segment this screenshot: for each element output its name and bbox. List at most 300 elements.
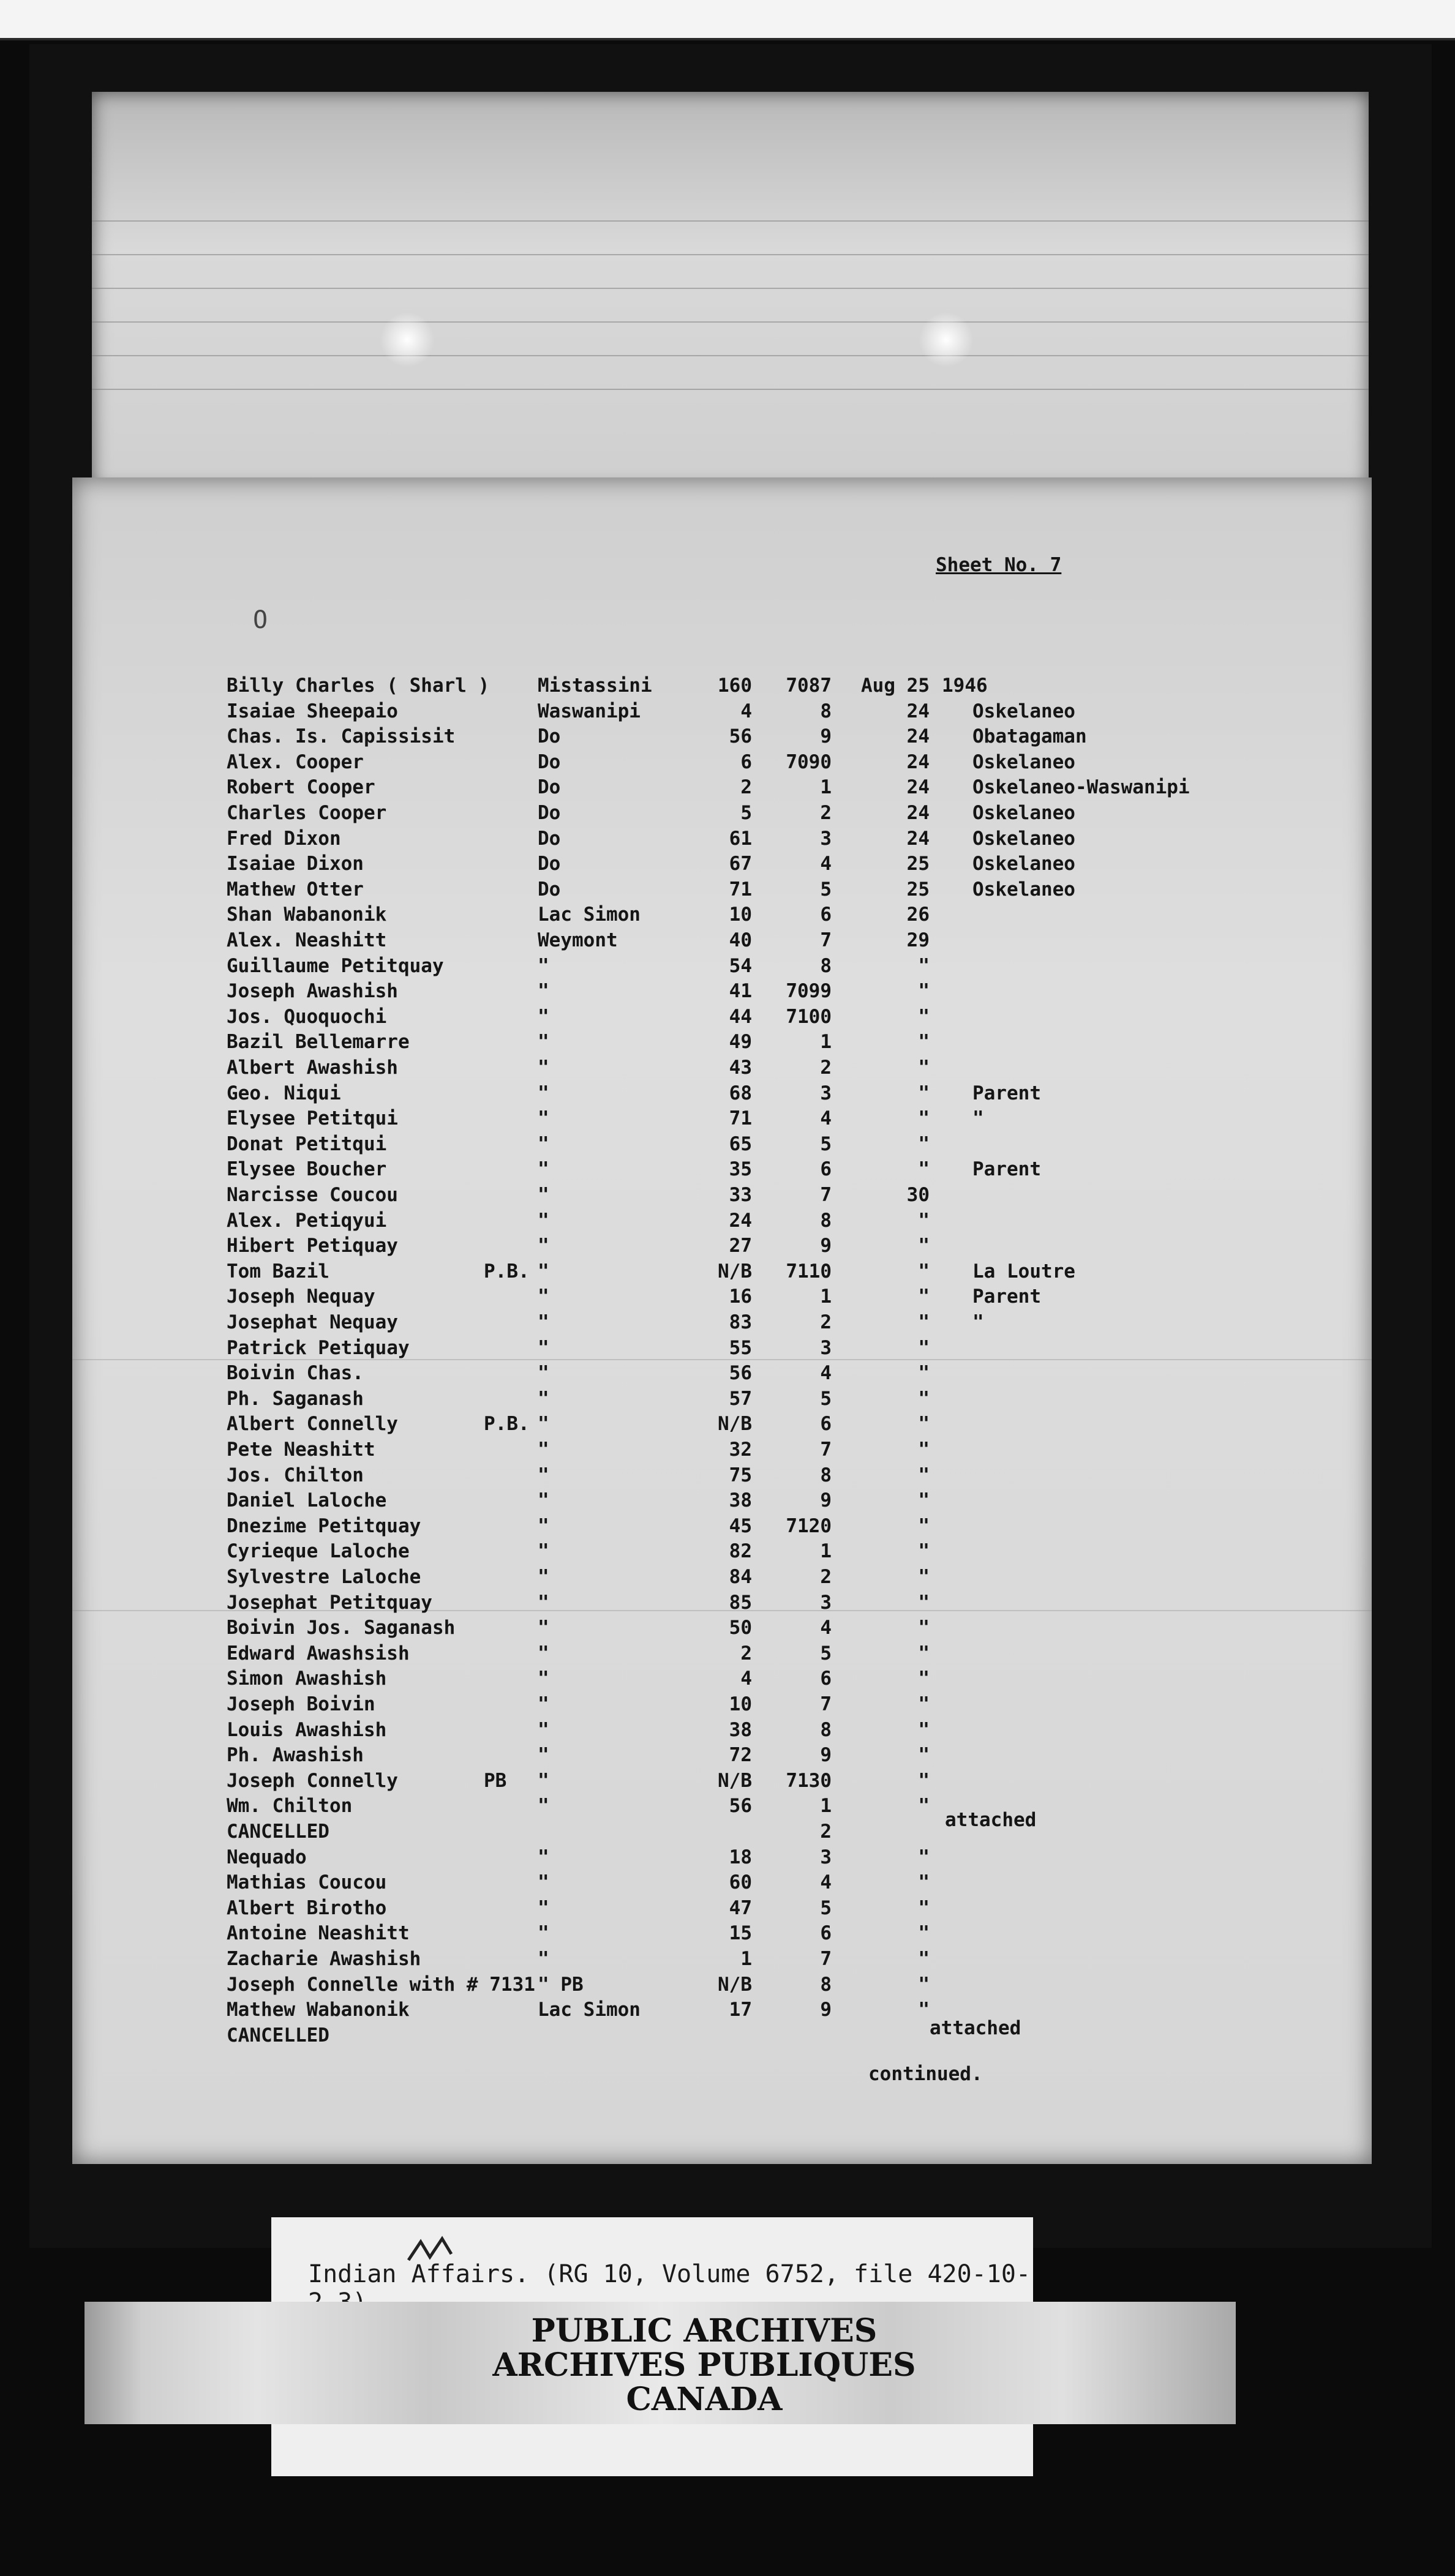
cell-num: 2 — [820, 1566, 832, 1588]
cell-no: 160 — [718, 675, 752, 697]
cell-name: Hibert Petiquay — [227, 1235, 398, 1257]
cell-no: 45 — [729, 1515, 752, 1537]
table-row — [72, 1463, 1372, 1488]
cell-band: Waswanipi — [538, 700, 641, 722]
cell-date: " — [918, 954, 930, 977]
cell-note: " — [972, 1311, 984, 1333]
archive-reference-label — [271, 2217, 1033, 2303]
cell-num: 3 — [820, 1846, 832, 1868]
cell-num: 8 — [820, 1464, 832, 1486]
cell-num: 4 — [820, 1617, 832, 1639]
stamp-line: ARCHIVES PUBLIQUES — [492, 2346, 916, 2384]
table-row — [72, 1616, 1372, 1641]
table-row — [72, 1845, 1372, 1870]
cell-no: 56 — [729, 725, 752, 748]
cell-band: Do — [538, 751, 561, 773]
cell-band: " — [538, 1439, 549, 1461]
table-row — [72, 1514, 1372, 1539]
cell-no: 71 — [729, 1107, 752, 1130]
cell-date: 24 — [906, 802, 930, 824]
cell-num: 8 — [820, 1973, 832, 1996]
cell-num: 8 — [820, 1209, 832, 1232]
table-row — [72, 1183, 1372, 1208]
cell-pb: P.B. — [484, 1413, 530, 1436]
ruled-line — [92, 254, 1369, 255]
table-row — [72, 852, 1372, 877]
cell-band: " — [538, 1896, 549, 1919]
cell-num: 1 — [820, 1795, 832, 1818]
cell-no: 71 — [729, 878, 752, 900]
cell-no: 60 — [729, 1871, 752, 1894]
table-row — [72, 1743, 1372, 1768]
table-row — [72, 1208, 1372, 1234]
ruled-line — [92, 355, 1369, 356]
margin-mark: O — [253, 606, 268, 634]
table-row — [72, 1005, 1372, 1030]
cell-num: 7099 — [786, 980, 832, 1003]
cell-name: Jos. Chilton — [227, 1464, 364, 1486]
cell-band: " — [538, 1260, 549, 1282]
archive-reference: Indian Affairs. (RG 10, Volume 6752, file 420-10- — [308, 2260, 1031, 2288]
cell-name: Mathew Wabanonik — [227, 1999, 410, 2021]
table-row — [72, 724, 1372, 749]
cell-band: " — [538, 1540, 549, 1563]
cell-num: 5 — [820, 878, 832, 900]
cell-no: 24 — [729, 1209, 752, 1232]
cell-name: Nequado — [227, 1846, 307, 1868]
cell-num: 2 — [820, 802, 832, 824]
table-row — [72, 1361, 1372, 1386]
cell-date: " — [918, 1846, 930, 1868]
cell-date: " — [918, 1693, 930, 1715]
archives-stamp — [392, 2314, 1017, 2417]
cell-no: N/B — [718, 1769, 752, 1792]
cell-date: " — [918, 1617, 930, 1639]
cell-no: 10 — [729, 904, 752, 926]
cell-name: Edward Awashsish — [227, 1642, 410, 1664]
table-row — [72, 1106, 1372, 1131]
table-row — [72, 1819, 1372, 1844]
cell-no: 47 — [729, 1896, 752, 1919]
cell-band: Do — [538, 827, 561, 850]
cell-note: Oskelaneo — [972, 878, 1075, 900]
cell-name: CANCELLED — [227, 2024, 329, 2046]
ruled-line — [92, 288, 1369, 289]
cell-date: " — [918, 1413, 930, 1436]
cell-pb: P.B. — [484, 1260, 530, 1282]
cell-band: " — [538, 1311, 549, 1333]
cell-date: " — [918, 1031, 930, 1054]
cell-no: 68 — [729, 1082, 752, 1104]
cell-no: 33 — [729, 1184, 752, 1206]
table-row — [72, 1718, 1372, 1743]
table-row — [72, 1284, 1372, 1309]
cell-name: Ph. Awashish — [227, 1744, 364, 1767]
cell-date: " — [918, 1999, 930, 2021]
cell-note: Parent — [972, 1286, 1041, 1308]
stamp-line: PUBLIC ARCHIVES — [531, 2312, 878, 2349]
cell-no: 15 — [729, 1922, 752, 1945]
cell-band: " — [538, 980, 549, 1003]
cell-band: " — [538, 1209, 549, 1232]
cell-num: 6 — [820, 1922, 832, 1945]
cell-band: Do — [538, 776, 561, 799]
cell-band: " — [538, 1871, 549, 1894]
cell-note: Oskelaneo — [972, 700, 1075, 722]
stamp-line: CANADA — [626, 2381, 783, 2418]
table-row — [72, 2023, 1372, 2048]
cell-date: " — [918, 1439, 930, 1461]
cell-num: 7090 — [786, 751, 832, 773]
cell-name: Joseph Awashish — [227, 980, 398, 1003]
attached-note: attached — [945, 1809, 1037, 1831]
cell-no: 27 — [729, 1235, 752, 1257]
cell-date: 25 — [906, 878, 930, 900]
cell-num: 4 — [820, 1871, 832, 1894]
cell-name: Elysee Boucher — [227, 1158, 387, 1181]
cell-name: Antoine Neashitt — [227, 1922, 410, 1945]
attached-note: attached — [930, 2017, 1021, 2039]
ruled-line — [92, 321, 1369, 323]
cell-date: " — [918, 1896, 930, 1919]
table-row — [72, 1769, 1372, 1794]
cell-date: " — [918, 1795, 930, 1818]
cell-num: 3 — [820, 827, 832, 850]
cell-date: " — [918, 1948, 930, 1970]
cell-no: 82 — [729, 1540, 752, 1563]
cell-name: Isaiae Sheepaio — [227, 700, 398, 722]
cell-band: Lac Simon — [538, 904, 641, 926]
cell-date: " — [918, 1082, 930, 1104]
cell-no: 38 — [729, 1718, 752, 1741]
cell-date: " — [918, 1591, 930, 1614]
cell-no: 2 — [740, 1642, 752, 1664]
cell-num: 7 — [820, 929, 832, 951]
cell-date: 30 — [906, 1184, 930, 1206]
cell-no: 38 — [729, 1489, 752, 1512]
cell-no: 4 — [740, 1668, 752, 1690]
cell-name: Joseph Connelly — [227, 1769, 398, 1792]
cell-num: 7 — [820, 1948, 832, 1970]
cell-no: 17 — [729, 1999, 752, 2021]
cell-num: 9 — [820, 1999, 832, 2021]
cell-band: " — [538, 1846, 549, 1868]
table-row — [72, 699, 1372, 724]
cell-no: 50 — [729, 1617, 752, 1639]
cell-note: " — [972, 1107, 984, 1130]
cell-band: " — [538, 1031, 549, 1054]
cell-name: Boivin Jos. Saganash — [227, 1617, 456, 1639]
cell-name: Narcisse Coucou — [227, 1184, 398, 1206]
cell-band: " — [538, 1286, 549, 1308]
cell-band: " — [538, 1948, 549, 1970]
cell-name: Mathew Otter — [227, 878, 364, 900]
cell-num: 9 — [820, 1744, 832, 1767]
cell-band: " — [538, 1668, 549, 1690]
cell-date: " — [918, 1286, 930, 1308]
cell-num: 3 — [820, 1591, 832, 1614]
cell-name: Mathias Coucou — [227, 1871, 387, 1894]
cell-num: 7130 — [786, 1769, 832, 1792]
cell-num: 7 — [820, 1184, 832, 1206]
cell-num: 5 — [820, 1896, 832, 1919]
ruled-line — [92, 389, 1369, 390]
cell-band: " PB — [538, 1973, 584, 1996]
cell-date: " — [918, 1336, 930, 1359]
cell-note: Obatagaman — [972, 725, 1087, 748]
cell-no: 72 — [729, 1744, 752, 1767]
cell-note: Parent — [972, 1082, 1041, 1104]
cell-name: Wm. Chilton — [227, 1795, 353, 1818]
cell-name: Charles Cooper — [227, 802, 387, 824]
cell-no: 49 — [729, 1031, 752, 1054]
cell-name: Albert Awashish — [227, 1057, 398, 1079]
cell-note: Oskelaneo — [972, 827, 1075, 850]
cell-no: 75 — [729, 1464, 752, 1486]
cell-band: " — [538, 1158, 549, 1181]
cell-num: 7087 — [786, 675, 832, 697]
cell-band: " — [538, 1795, 549, 1818]
cell-name: Zacharie Awashish — [227, 1948, 421, 1970]
cell-no: 57 — [729, 1387, 752, 1410]
cell-no: 35 — [729, 1158, 752, 1181]
cell-no: 2 — [740, 776, 752, 799]
table-row — [72, 1870, 1372, 1895]
cell-date: " — [918, 1973, 930, 1996]
table-row — [72, 979, 1372, 1004]
cell-name: Sylvestre Laloche — [227, 1566, 421, 1588]
cell-date: " — [918, 1209, 930, 1232]
cell-date: 29 — [906, 929, 930, 951]
cell-name: Alex. Petiqyui — [227, 1209, 387, 1232]
cell-band: " — [538, 1515, 549, 1537]
table-row — [72, 1412, 1372, 1437]
cell-date: 24 — [906, 827, 930, 850]
cell-band: " — [538, 1693, 549, 1715]
cell-no: 61 — [729, 827, 752, 850]
cell-band: " — [538, 1057, 549, 1079]
table-row — [72, 673, 1372, 698]
table-row — [72, 1921, 1372, 1946]
cell-no: N/B — [718, 1260, 752, 1282]
cell-date: " — [918, 1057, 930, 1079]
cell-note: Oskelaneo — [972, 802, 1075, 824]
table-row — [72, 1157, 1372, 1182]
cell-date: Aug 25 — [861, 675, 930, 697]
cell-date: " — [918, 980, 930, 1003]
cell-no: 10 — [729, 1693, 752, 1715]
table-row — [72, 1259, 1372, 1284]
cell-num: 8 — [820, 1718, 832, 1741]
cell-band: " — [538, 1082, 549, 1104]
ruled-line — [92, 220, 1369, 222]
table-row — [72, 1234, 1372, 1259]
cell-num: 6 — [820, 1158, 832, 1181]
cell-date: " — [918, 1718, 930, 1741]
cell-name: Albert Birotho — [227, 1896, 387, 1919]
cell-num: 7 — [820, 1693, 832, 1715]
cell-no: 40 — [729, 929, 752, 951]
cell-num: 6 — [820, 1668, 832, 1690]
cell-band: Do — [538, 802, 561, 824]
cell-num: 5 — [820, 1133, 832, 1155]
cell-note: Parent — [972, 1158, 1041, 1181]
table-row — [72, 1132, 1372, 1157]
cell-no: 55 — [729, 1336, 752, 1359]
cell-num: 6 — [820, 904, 832, 926]
cell-no: 5 — [740, 802, 752, 824]
cell-date: " — [918, 1668, 930, 1690]
cell-date: " — [918, 1260, 930, 1282]
cell-band: Do — [538, 853, 561, 875]
cell-num: 1 — [820, 776, 832, 799]
cell-name: Josephat Petitquay — [227, 1591, 432, 1614]
cell-no: 67 — [729, 853, 752, 875]
cell-num: 9 — [820, 725, 832, 748]
cell-name: Joseph Boivin — [227, 1693, 375, 1715]
cell-num: 1 — [820, 1286, 832, 1308]
cell-no: 6 — [740, 751, 752, 773]
cell-name: Alex. Cooper — [227, 751, 364, 773]
cell-num: 9 — [820, 1235, 832, 1257]
table-row — [72, 1666, 1372, 1691]
table-row — [72, 1310, 1372, 1335]
cell-num: 6 — [820, 1413, 832, 1436]
table-row — [72, 877, 1372, 902]
top-border-strip — [0, 0, 1455, 40]
table-row — [72, 1972, 1372, 1998]
cell-name: Pete Neashitt — [227, 1439, 375, 1461]
cell-date: " — [918, 1489, 930, 1512]
cell-name: Boivin Chas. — [227, 1362, 364, 1385]
cell-num: 4 — [820, 853, 832, 875]
light-glare — [380, 312, 435, 367]
cell-band: " — [538, 1591, 549, 1614]
cell-pb: PB — [484, 1769, 507, 1792]
cell-name: Patrick Petiquay — [227, 1336, 410, 1359]
cell-date: " — [918, 1107, 930, 1130]
cell-name: Alex. Neashitt — [227, 929, 387, 951]
cell-band: " — [538, 1769, 549, 1792]
cell-name: Shan Wabanonik — [227, 904, 387, 926]
cell-date: 24 — [906, 751, 930, 773]
table-row — [72, 1539, 1372, 1564]
cell-num: 2 — [820, 1057, 832, 1079]
cell-band: " — [538, 1133, 549, 1155]
cell-band: " — [538, 1922, 549, 1945]
cell-name: Fred Dixon — [227, 827, 341, 850]
table-row — [72, 928, 1372, 953]
cell-num: 4 — [820, 1107, 832, 1130]
typed-sheet — [72, 477, 1372, 2164]
cell-note: Oskelaneo-Waswanipi — [972, 776, 1190, 799]
cell-name: Daniel Laloche — [227, 1489, 387, 1512]
cell-num: 8 — [820, 954, 832, 977]
cell-no: 84 — [729, 1566, 752, 1588]
underlying-page — [92, 92, 1369, 490]
cell-num: 3 — [820, 1082, 832, 1104]
table-row — [72, 1081, 1372, 1106]
cell-band: " — [538, 1566, 549, 1588]
cell-date: 25 — [906, 853, 930, 875]
cell-date: 24 — [906, 725, 930, 748]
cell-date: " — [918, 1005, 930, 1028]
cell-num: 1 — [820, 1031, 832, 1054]
cell-year: 1946 — [942, 675, 988, 697]
light-glare — [919, 312, 974, 367]
cell-name: Guillaume Petitquay — [227, 954, 444, 977]
table-row — [72, 1488, 1372, 1513]
table-row — [72, 750, 1372, 775]
cell-name: Ph. Saganash — [227, 1387, 364, 1410]
cell-band: " — [538, 1107, 549, 1130]
cell-name: Tom Bazil — [227, 1260, 329, 1282]
cell-band: " — [538, 1489, 549, 1512]
cell-band: " — [538, 1235, 549, 1257]
table-row — [72, 1641, 1372, 1666]
cell-name: Robert Cooper — [227, 776, 375, 799]
cell-no: 83 — [729, 1311, 752, 1333]
cell-num: 7110 — [786, 1260, 832, 1282]
table-row — [72, 801, 1372, 826]
cell-name: Albert Connelly — [227, 1413, 398, 1436]
cell-band: Lac Simon — [538, 1999, 641, 2021]
table-row — [72, 775, 1372, 800]
cell-num: 2 — [820, 1311, 832, 1333]
cell-date: " — [918, 1464, 930, 1486]
cell-date: " — [918, 1871, 930, 1894]
cell-date: " — [918, 1769, 930, 1792]
cell-name: Joseph Connelle with # 7131 — [227, 1973, 535, 1996]
cell-num: 7 — [820, 1439, 832, 1461]
table-row — [72, 826, 1372, 852]
cell-band: " — [538, 1387, 549, 1410]
cell-band: " — [538, 1413, 549, 1436]
cell-band: " — [538, 1718, 549, 1741]
continued-note: continued. — [868, 2063, 983, 2085]
handwritten-mark-icon — [405, 2236, 454, 2266]
cell-date: " — [918, 1515, 930, 1537]
table-row — [72, 902, 1372, 927]
sheet-number: Sheet No. 7 — [936, 554, 1062, 576]
cell-date: " — [918, 1158, 930, 1181]
cell-no: 18 — [729, 1846, 752, 1868]
cell-date: " — [918, 1744, 930, 1767]
table-row — [72, 1336, 1372, 1361]
cell-band: Do — [538, 725, 561, 748]
cell-name: Isaiae Dixon — [227, 853, 364, 875]
cell-date: 24 — [906, 700, 930, 722]
cell-name: Cyrieque Laloche — [227, 1540, 410, 1563]
cell-date: 26 — [906, 904, 930, 926]
cell-no: 32 — [729, 1439, 752, 1461]
cell-date: " — [918, 1922, 930, 1945]
cell-no: 1 — [740, 1948, 752, 1970]
cell-band: " — [538, 1617, 549, 1639]
cell-band: Mistassini — [538, 675, 652, 697]
cell-num: 3 — [820, 1336, 832, 1359]
cell-date: " — [918, 1387, 930, 1410]
cell-name: Billy Charles ( Sharl ) — [227, 675, 490, 697]
table-row — [72, 1692, 1372, 1717]
cell-note: Oskelaneo — [972, 751, 1075, 773]
cell-num: 9 — [820, 1489, 832, 1512]
cell-band: " — [538, 1744, 549, 1767]
cell-no: 16 — [729, 1286, 752, 1308]
cell-name: Josephat Nequay — [227, 1311, 398, 1333]
cell-no: 56 — [729, 1362, 752, 1385]
cell-no: 56 — [729, 1795, 752, 1818]
